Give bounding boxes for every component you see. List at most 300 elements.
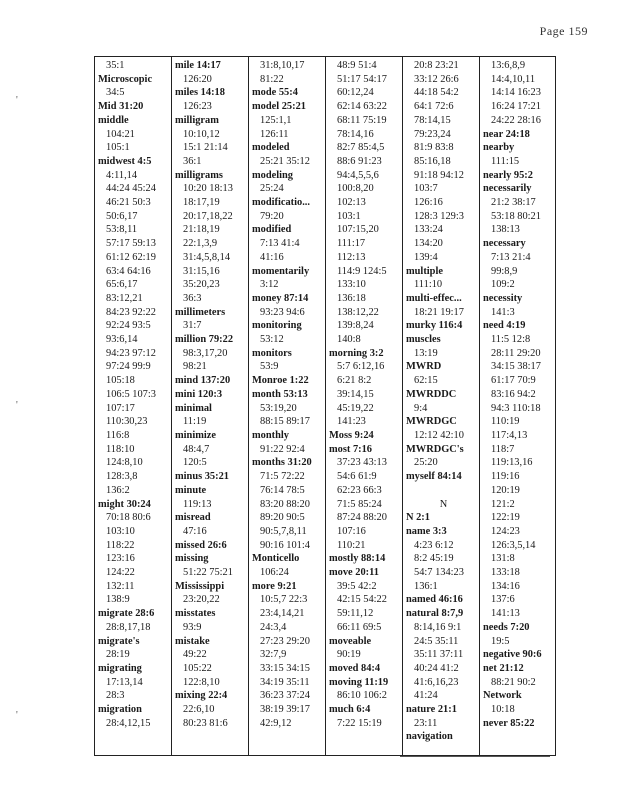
index-term: multi-effec... bbox=[406, 292, 462, 304]
scan-edge-mark: ' bbox=[16, 710, 18, 721]
page-reference: 136:18 bbox=[337, 292, 366, 304]
page-reference: 107:15,20 bbox=[337, 224, 379, 236]
page-reference: 37:23 43:13 bbox=[337, 457, 387, 469]
page-reference: 10:10,12 bbox=[183, 128, 220, 140]
index-term: navigation bbox=[406, 731, 453, 743]
page-reference: 141:23 bbox=[337, 416, 366, 428]
page-reference: 103:10 bbox=[106, 525, 135, 537]
page-reference: 85:16,18 bbox=[414, 155, 451, 167]
page-reference: 3:12 bbox=[260, 279, 279, 291]
page-reference: 14:14 16:23 bbox=[491, 87, 541, 99]
page-reference: 42:9,12 bbox=[260, 717, 292, 729]
page-reference: 79:20 bbox=[260, 210, 284, 222]
index-term: natural 8:7,9 bbox=[406, 608, 464, 620]
page-reference: 91:22 92:4 bbox=[260, 443, 305, 455]
page-reference: 107:16 bbox=[337, 525, 366, 537]
index-column-1 bbox=[98, 59, 173, 730]
index-term: mile 14:17 bbox=[175, 60, 221, 71]
index-term: minimal bbox=[175, 402, 212, 414]
index-term: momentarily bbox=[252, 265, 310, 277]
index-column-4 bbox=[329, 59, 404, 730]
page-reference: 99:8,9 bbox=[491, 265, 518, 277]
page-reference: 122:8,10 bbox=[183, 676, 220, 688]
index-term: mostly 88:14 bbox=[329, 553, 386, 565]
index-term: name 3:3 bbox=[406, 525, 447, 537]
page-reference: 57:17 59:13 bbox=[106, 238, 156, 250]
page-reference: 71:5 85:24 bbox=[337, 498, 382, 510]
page-reference: 28:8,17,18 bbox=[106, 621, 151, 633]
page-reference: 124:23 bbox=[491, 525, 520, 537]
page-reference: 31:7 bbox=[183, 320, 202, 332]
page-reference: 134:16 bbox=[491, 580, 520, 592]
page-reference: 31:8,10,17 bbox=[260, 60, 305, 71]
page-reference: 78:14,16 bbox=[337, 128, 374, 140]
page-reference: 53:8,11 bbox=[106, 224, 138, 236]
scan-edge-mark: ' bbox=[16, 400, 18, 411]
page-reference: 91:18 94:12 bbox=[414, 169, 464, 181]
index-term: monitoring bbox=[252, 320, 302, 332]
page-reference: 54:6 61:9 bbox=[337, 471, 377, 483]
page-reference: 87:24 88:20 bbox=[337, 512, 387, 524]
page-reference: 36:1 bbox=[183, 155, 202, 167]
page-reference: 35:1 bbox=[106, 60, 125, 71]
page-reference: 18:17,19 bbox=[183, 197, 220, 209]
page-reference: 6:21 8:2 bbox=[337, 375, 372, 387]
page-reference: 38:19 39:17 bbox=[260, 704, 310, 716]
page-reference: 139:4 bbox=[414, 251, 438, 263]
index-term: Monticello bbox=[252, 553, 300, 565]
page-reference: 23:4,14,21 bbox=[260, 608, 305, 620]
index-column-5 bbox=[406, 59, 481, 744]
index-term: necessarily bbox=[483, 183, 532, 195]
page-reference: 109:2 bbox=[491, 279, 515, 291]
page-reference: 116:8 bbox=[106, 429, 130, 441]
page-reference: 53:12 bbox=[260, 334, 284, 346]
page-reference: 71:5 72:22 bbox=[260, 471, 305, 483]
page-reference: 25:20 bbox=[414, 457, 438, 469]
index-term: most 7:16 bbox=[329, 443, 372, 455]
page-reference: 118:22 bbox=[106, 539, 135, 551]
index-term: moving 11:19 bbox=[329, 676, 389, 688]
scan-edge-mark: ' bbox=[16, 95, 18, 106]
page-reference: 16:24 17:21 bbox=[491, 101, 541, 113]
page-reference: 110:19 bbox=[491, 416, 520, 428]
page-reference: 24:3,4 bbox=[260, 621, 287, 633]
page-reference: 39:5 42:2 bbox=[337, 580, 377, 592]
page-reference: 15:1 21:14 bbox=[183, 142, 228, 154]
page-reference: 8:2 45:19 bbox=[414, 553, 454, 565]
index-term: mode 55:4 bbox=[252, 87, 298, 99]
index-term: Mississippi bbox=[175, 580, 225, 592]
index-term: money 87:14 bbox=[252, 292, 309, 304]
page-reference: 53:18 80:21 bbox=[491, 210, 541, 222]
page-reference: 141:3 bbox=[491, 306, 515, 318]
page-reference: 117:4,13 bbox=[491, 429, 528, 441]
page-reference: 11:5 12:8 bbox=[491, 334, 531, 346]
page-reference: 93:23 94:6 bbox=[260, 306, 305, 318]
index-term: monthly bbox=[252, 429, 289, 441]
index-term: Network bbox=[483, 690, 522, 702]
index-term: midwest 4:5 bbox=[98, 155, 152, 167]
index-term: missing bbox=[175, 553, 209, 565]
page-reference: 19:5 bbox=[491, 635, 510, 647]
page-reference: 62:23 66:3 bbox=[337, 484, 382, 496]
page-reference: 140:8 bbox=[337, 334, 361, 346]
index-term: minus 35:21 bbox=[175, 471, 229, 483]
footer-rule bbox=[400, 756, 550, 757]
page-reference: 31:4,5,8,14 bbox=[183, 251, 231, 263]
page-reference: 23:20,22 bbox=[183, 594, 220, 606]
page-reference: 60:12,24 bbox=[337, 87, 374, 99]
page-reference: 138:9 bbox=[106, 594, 130, 606]
page-reference: 21:18,19 bbox=[183, 224, 220, 236]
page-reference: 126:23 bbox=[183, 101, 212, 113]
page-reference: 89:20 90:5 bbox=[260, 512, 305, 524]
page-reference: 125:1,1 bbox=[260, 114, 292, 126]
page-reference: 33:15 34:15 bbox=[260, 662, 310, 674]
page-reference: 124:22 bbox=[106, 567, 135, 579]
page-reference: 92:24 93:5 bbox=[106, 320, 151, 332]
page-reference: 28:11 29:20 bbox=[491, 347, 541, 359]
index-term: murky 116:4 bbox=[406, 320, 463, 332]
page-reference: 88:6 91:23 bbox=[337, 155, 382, 167]
page-reference: 25:24 bbox=[260, 183, 284, 195]
page-reference: 122:19 bbox=[491, 512, 520, 524]
page-reference: 32:7,9 bbox=[260, 649, 287, 661]
page-reference: 33:12 26:6 bbox=[414, 73, 459, 85]
page-reference: 110:21 bbox=[337, 539, 366, 551]
page-reference: 27:23 29:20 bbox=[260, 635, 310, 647]
index-term: N 2:1 bbox=[406, 512, 430, 524]
index-term: nature 21:1 bbox=[406, 704, 457, 716]
page-reference: 18:21 19:17 bbox=[414, 306, 464, 318]
page-reference: 103:7 bbox=[414, 183, 438, 195]
index-term: MWRDGC bbox=[406, 416, 457, 428]
page-reference: 10:20 18:13 bbox=[183, 183, 233, 195]
page-reference: 61:17 70:9 bbox=[491, 375, 536, 387]
page-reference: 134:20 bbox=[414, 238, 443, 250]
page-reference: 124:8,10 bbox=[106, 457, 143, 469]
page-reference: 126:3,5,14 bbox=[491, 539, 536, 551]
index-term: milligrams bbox=[175, 169, 223, 181]
page-reference: 138:13 bbox=[491, 224, 520, 236]
page-reference: 44:24 45:24 bbox=[106, 183, 156, 195]
index-term: Microscopic bbox=[98, 73, 153, 85]
index-term: millimeters bbox=[175, 306, 226, 318]
page-reference: 123:16 bbox=[106, 553, 135, 565]
index-term: months 31:20 bbox=[252, 457, 312, 469]
page-reference: 47:16 bbox=[183, 525, 207, 537]
page-reference: 4:23 6:12 bbox=[414, 539, 454, 551]
page-reference: 80:23 81:6 bbox=[183, 717, 228, 729]
page-reference: 54:7 134:23 bbox=[414, 567, 464, 579]
page-reference: 105:22 bbox=[183, 662, 212, 674]
page-reference: 68:11 75:19 bbox=[337, 114, 387, 126]
index-term: migration bbox=[98, 704, 142, 716]
page-reference: 22:6,10 bbox=[183, 704, 215, 716]
page-reference: 66:11 69:5 bbox=[337, 621, 382, 633]
page-reference: 59:11,12 bbox=[337, 608, 374, 620]
page-reference: 97:24 99:9 bbox=[106, 361, 151, 373]
page-reference: 28:19 bbox=[106, 649, 130, 661]
page-reference: 4:11,14 bbox=[106, 169, 138, 181]
index-term: minimize bbox=[175, 429, 216, 441]
index-term: monitors bbox=[252, 347, 292, 359]
index-term: mini 120:3 bbox=[175, 388, 223, 400]
page-reference: 100:8,20 bbox=[337, 183, 374, 195]
index-term: modeling bbox=[252, 169, 293, 181]
page-number-label: Page 159 bbox=[539, 24, 588, 38]
page-reference: 82:7 85:4,5 bbox=[337, 142, 385, 154]
page-reference: 106:24 bbox=[260, 567, 289, 579]
page-reference: 21:2 38:17 bbox=[491, 197, 536, 209]
index-term: much 6:4 bbox=[329, 704, 371, 716]
index-term: Monroe 1:22 bbox=[252, 375, 309, 387]
page-reference: 25:21 35:12 bbox=[260, 155, 310, 167]
index-term: MWRDDC bbox=[406, 388, 457, 400]
index-term: need 4:19 bbox=[483, 320, 526, 332]
page-reference: 119:16 bbox=[491, 471, 520, 483]
index-term: moved 84:4 bbox=[329, 662, 381, 674]
index-term: near 24:18 bbox=[483, 128, 530, 140]
index-term: never 85:22 bbox=[483, 717, 535, 729]
index-term: necessary bbox=[483, 238, 526, 250]
page-reference: 88:21 90:2 bbox=[491, 676, 536, 688]
page-reference: 8:14,16 9:1 bbox=[414, 621, 462, 633]
page-reference: 51:22 75:21 bbox=[183, 567, 233, 579]
page-reference: 83:20 88:20 bbox=[260, 498, 310, 510]
page-reference: 63:4 64:16 bbox=[106, 265, 151, 277]
index-term: myself 84:14 bbox=[406, 471, 462, 483]
page-reference: 111:10 bbox=[414, 279, 443, 291]
index-term: Mid 31:20 bbox=[98, 101, 144, 113]
page-reference: 137:6 bbox=[491, 594, 515, 606]
index-term: needs 7:20 bbox=[483, 621, 530, 633]
page-reference: 78:14,15 bbox=[414, 114, 451, 126]
page-reference: 39:14,15 bbox=[337, 388, 374, 400]
index-term: morning 3:2 bbox=[329, 347, 384, 359]
page-reference: 126:11 bbox=[260, 128, 289, 140]
page-reference: 34:15 38:17 bbox=[491, 361, 541, 373]
page-reference: 138:12,22 bbox=[337, 306, 379, 318]
page-reference: 81:22 bbox=[260, 73, 284, 85]
page-reference: 28:3 bbox=[106, 690, 125, 702]
index-term: move 20:11 bbox=[329, 567, 379, 579]
page-reference: 93:6,14 bbox=[106, 334, 138, 346]
page-reference: 120:19 bbox=[491, 484, 520, 496]
index-term: multiple bbox=[406, 265, 443, 277]
page-reference: 40:24 41:2 bbox=[414, 662, 459, 674]
index-term: mind 137:20 bbox=[175, 375, 231, 387]
page-reference: 121:2 bbox=[491, 498, 515, 510]
index-term: negative 90:6 bbox=[483, 649, 542, 661]
page-reference: 83:16 94:2 bbox=[491, 388, 536, 400]
page-reference: 24:22 28:16 bbox=[491, 114, 541, 126]
page-reference: 102:13 bbox=[337, 197, 366, 209]
page-reference: 41:24 bbox=[414, 690, 438, 702]
page-reference: 133:24 bbox=[414, 224, 443, 236]
page-reference: 35:20,23 bbox=[183, 279, 220, 291]
page-reference: 20:17,18,22 bbox=[183, 210, 233, 222]
page-reference: 34:5 bbox=[106, 87, 125, 99]
index-term: more 9:21 bbox=[252, 580, 297, 592]
index-term: month 53:13 bbox=[252, 388, 308, 400]
page-reference: 50:6,17 bbox=[106, 210, 138, 222]
index-column-6 bbox=[483, 59, 558, 730]
page-reference: 112:13 bbox=[337, 251, 366, 263]
index-term: migrate's bbox=[98, 635, 140, 647]
page-reference: 94:4,5,5,6 bbox=[337, 169, 379, 181]
page-reference: 7:22 15:19 bbox=[337, 717, 382, 729]
page-reference: 103:1 bbox=[337, 210, 361, 222]
page-reference: 12:12 42:10 bbox=[414, 429, 464, 441]
page-reference: 110:30,23 bbox=[106, 416, 148, 428]
page-reference: 41:16 bbox=[260, 251, 284, 263]
index-term: net 21:12 bbox=[483, 662, 524, 674]
page-reference: 22:1,3,9 bbox=[183, 238, 218, 250]
page-reference: 94:23 97:12 bbox=[106, 347, 156, 359]
index-term: misstates bbox=[175, 608, 216, 620]
page-reference: 120:5 bbox=[183, 457, 207, 469]
page-reference: 105:18 bbox=[106, 375, 135, 387]
page-reference: 31:15,16 bbox=[183, 265, 220, 277]
index-term: model 25:21 bbox=[252, 101, 306, 113]
page-reference: 118:7 bbox=[491, 443, 515, 455]
page-reference: 46:21 50:3 bbox=[106, 197, 151, 209]
index-term: modificatio... bbox=[252, 197, 311, 209]
page-reference: 23:11 bbox=[414, 717, 438, 729]
index-term: milligram bbox=[175, 114, 219, 126]
page-reference: 83:12,21 bbox=[106, 292, 143, 304]
page-reference: 44:18 54:2 bbox=[414, 87, 459, 99]
page-reference: 88:15 89:17 bbox=[260, 416, 310, 428]
page-reference: 105:1 bbox=[106, 142, 130, 154]
index-term: minute bbox=[175, 484, 207, 496]
page-reference: 13:6,8,9 bbox=[491, 60, 526, 71]
page-reference: 42:15 54:22 bbox=[337, 594, 387, 606]
page-reference: 104:21 bbox=[106, 128, 135, 140]
page-reference: 14:4,10,11 bbox=[491, 73, 536, 85]
index-term: moveable bbox=[329, 635, 372, 647]
page-reference: 126:16 bbox=[414, 197, 443, 209]
page-reference: 7:13 21:4 bbox=[491, 251, 531, 263]
index-term: might 30:24 bbox=[98, 498, 151, 510]
page-reference: 11:19 bbox=[183, 416, 207, 428]
page-reference: 36:3 bbox=[183, 292, 202, 304]
index-term: misread bbox=[175, 512, 211, 524]
page-reference: 62:14 63:22 bbox=[337, 101, 387, 113]
page-reference: 76:14 78:5 bbox=[260, 484, 305, 496]
index-term: modeled bbox=[252, 142, 290, 154]
page-reference: 139:8,24 bbox=[337, 320, 374, 332]
page-reference: 133:18 bbox=[491, 567, 520, 579]
page-reference: 28:4,12,15 bbox=[106, 717, 151, 729]
page-reference: 119:13,16 bbox=[491, 457, 533, 469]
page-reference: 34:19 35:11 bbox=[260, 676, 310, 688]
index-term: MWRD bbox=[406, 361, 442, 373]
page-reference: 7:13 41:4 bbox=[260, 238, 300, 250]
section-letter: N bbox=[439, 498, 448, 510]
index-term: muscles bbox=[406, 334, 441, 346]
page-reference: 5:7 6:12,16 bbox=[337, 361, 385, 373]
index-term: necessity bbox=[483, 292, 523, 304]
page-reference: 98:3,17,20 bbox=[183, 347, 228, 359]
page-reference: 111:15 bbox=[491, 155, 520, 167]
page-reference: 10:18 bbox=[491, 704, 515, 716]
page-reference: 49:22 bbox=[183, 649, 207, 661]
index-column-3 bbox=[252, 59, 327, 730]
page-reference bbox=[406, 484, 481, 498]
page-reference: 53:19,20 bbox=[260, 402, 297, 414]
page-reference: 79:23,24 bbox=[414, 128, 451, 140]
index-term: mistake bbox=[175, 635, 210, 647]
page-reference: 136:2 bbox=[106, 484, 130, 496]
page-reference: 53:9 bbox=[260, 361, 279, 373]
page-reference: 90:16 101:4 bbox=[260, 539, 310, 551]
page-reference: 20:8 23:21 bbox=[414, 60, 459, 71]
index-term: mixing 22:4 bbox=[175, 690, 228, 702]
index-term: named 46:16 bbox=[406, 594, 463, 606]
page-reference: 106:5 107:3 bbox=[106, 388, 156, 400]
page-reference: 131:8 bbox=[491, 553, 515, 565]
page-reference: 128:3 129:3 bbox=[414, 210, 464, 222]
index-term: middle bbox=[98, 114, 129, 126]
page-reference: 24:5 35:11 bbox=[414, 635, 459, 647]
page-reference: 141:13 bbox=[491, 608, 520, 620]
page-reference: 126:20 bbox=[183, 73, 212, 85]
page-reference: 136:1 bbox=[414, 580, 438, 592]
page-reference: 10:5,7 22:3 bbox=[260, 594, 308, 606]
index-term: nearby bbox=[483, 142, 515, 154]
page-reference: 64:1 72:6 bbox=[414, 101, 454, 113]
page-reference: 90:5,7,8,11 bbox=[260, 525, 307, 537]
index-term: migrating bbox=[98, 662, 142, 674]
page-reference: 48:4,7 bbox=[183, 443, 210, 455]
page-reference: 132:11 bbox=[106, 580, 135, 592]
index-term: nearly 95:2 bbox=[483, 169, 533, 181]
index-column-2 bbox=[175, 59, 250, 730]
page-reference: 62:15 bbox=[414, 375, 438, 387]
page-reference: 48:9 51:4 bbox=[337, 60, 377, 71]
page-reference: 98:21 bbox=[183, 361, 207, 373]
page-reference: 111:17 bbox=[337, 238, 366, 250]
index-term: miles 14:18 bbox=[175, 87, 225, 99]
index-term: MWRDGC's bbox=[406, 443, 464, 455]
page-reference: 61:12 62:19 bbox=[106, 251, 156, 263]
page-reference: 86:10 106:2 bbox=[337, 690, 387, 702]
index-term: migrate 28:6 bbox=[98, 608, 155, 620]
index-term: million 79:22 bbox=[175, 334, 234, 346]
page-reference: 94:3 110:18 bbox=[491, 402, 541, 414]
index-term: Moss 9:24 bbox=[329, 429, 374, 441]
page-reference: 9:4 bbox=[414, 402, 428, 414]
page-reference: 45:19,22 bbox=[337, 402, 374, 414]
page-reference: 65:6,17 bbox=[106, 279, 138, 291]
page-reference: 51:17 54:17 bbox=[337, 73, 387, 85]
page-reference: 128:3,8 bbox=[106, 471, 138, 483]
page-reference: 13:19 bbox=[414, 347, 438, 359]
page-reference: 93:9 bbox=[183, 621, 202, 633]
page-reference: 41:6,16,23 bbox=[414, 676, 459, 688]
page-reference: 119:13 bbox=[183, 498, 212, 510]
page-reference: 17:13,14 bbox=[106, 676, 143, 688]
page-reference: 114:9 124:5 bbox=[337, 265, 387, 277]
page-reference: 133:10 bbox=[337, 279, 366, 291]
page-reference: 107:17 bbox=[106, 402, 135, 414]
page-reference: 90:19 bbox=[337, 649, 361, 661]
page-reference: 35:11 37:11 bbox=[414, 649, 464, 661]
page-reference: 81:9 83:8 bbox=[414, 142, 454, 154]
